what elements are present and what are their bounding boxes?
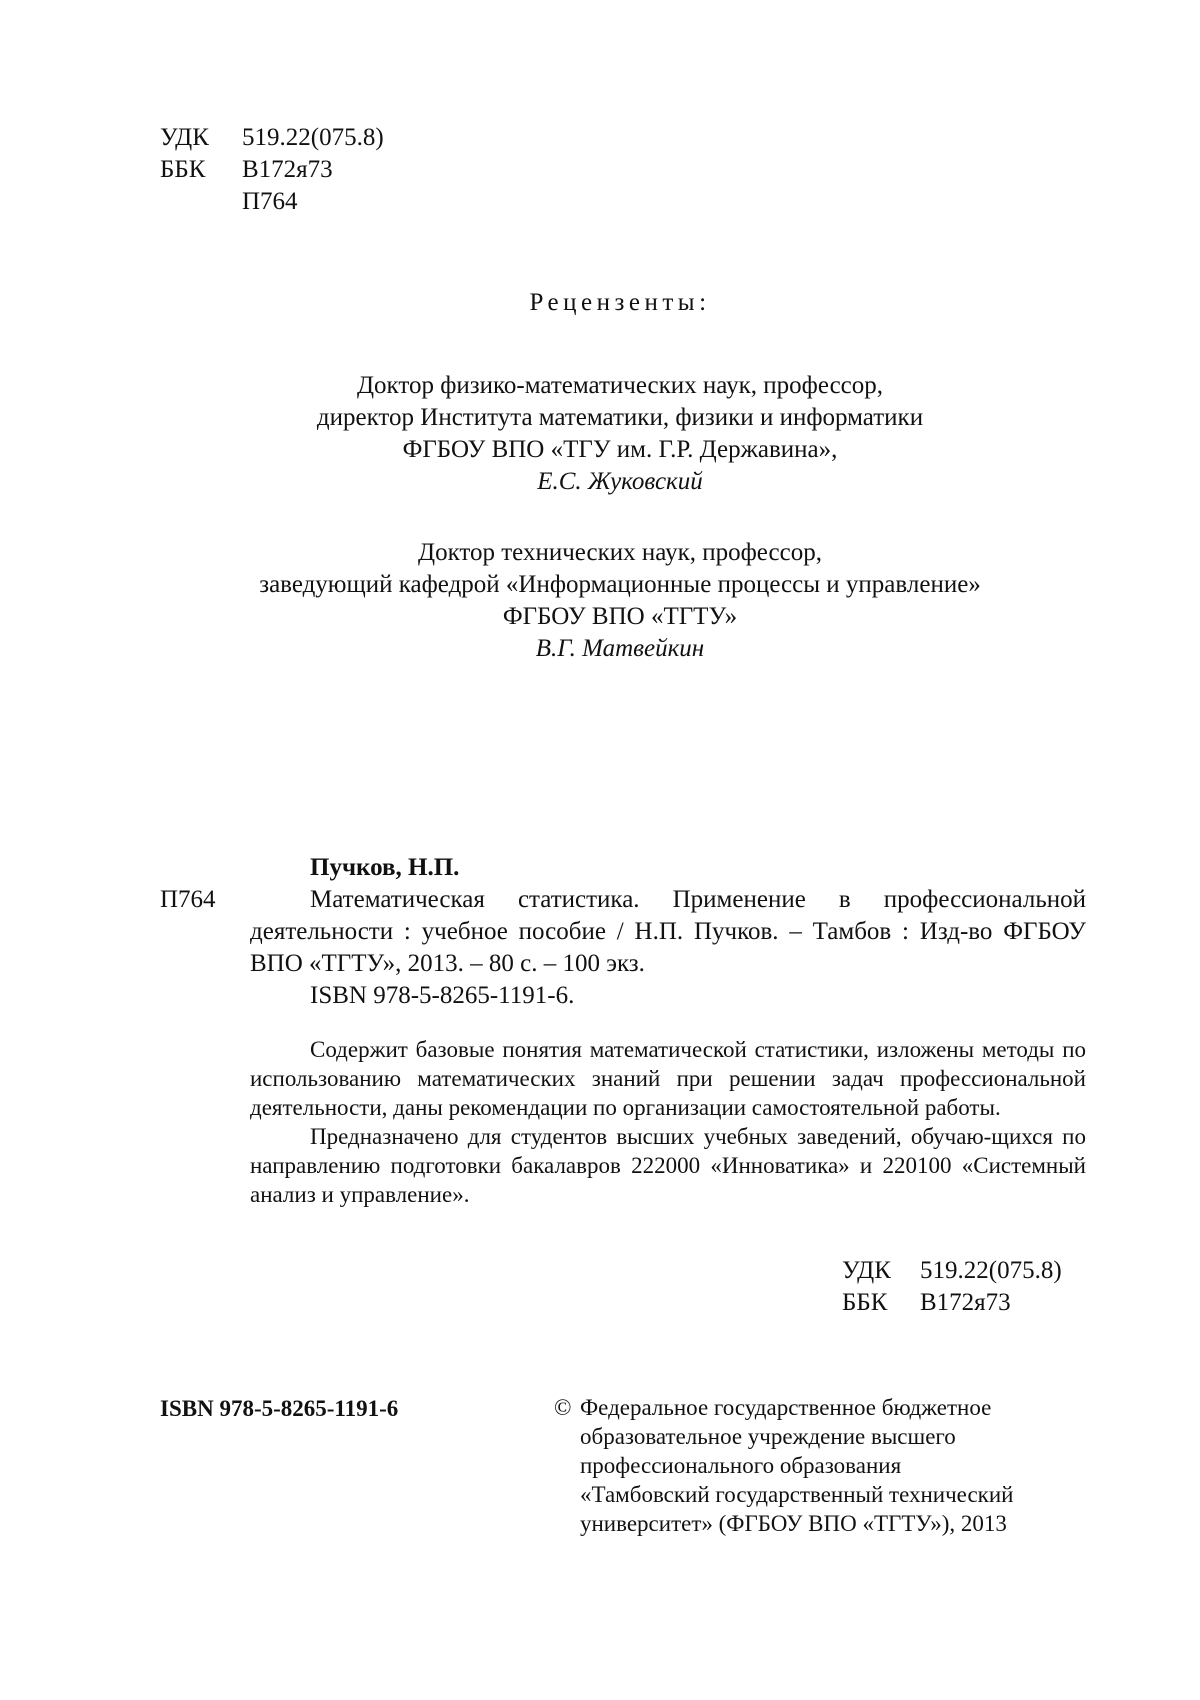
reviewer-entry xyxy=(0,370,1200,498)
udk-row xyxy=(842,1255,1062,1287)
copyright-line: «Тамбовский государственный технический xyxy=(580,1482,1014,1507)
record-isbn: ISBN 978-5-8265-1191-6. xyxy=(310,982,575,1009)
copyright-block xyxy=(554,1393,1114,1538)
udk-label: УДК xyxy=(160,124,209,151)
bbk-label: ББК xyxy=(842,1289,888,1316)
classification-block-top xyxy=(160,122,384,218)
record-author: Пучков, Н.П. xyxy=(310,854,460,881)
footer-isbn: ISBN 978-5-8265-1191-6 xyxy=(160,1396,399,1421)
bbk-label: ББК xyxy=(160,156,206,183)
copyright-line: образовательное учреждение высшего xyxy=(580,1424,956,1449)
copyright-icon: © xyxy=(554,1395,572,1420)
udk-value: 519.22(075.8) xyxy=(242,124,384,151)
bbk-value: В172я73 xyxy=(920,1289,1011,1316)
annotation xyxy=(250,1035,1086,1209)
copyright-text xyxy=(580,1393,1114,1538)
reviewer-line: директор Института математики, физики и информатики xyxy=(316,404,924,431)
reviewer-entry xyxy=(0,537,1200,665)
author-mark-row xyxy=(160,186,384,218)
record-code: П764 xyxy=(160,886,216,913)
reviewer-line: заведующий кафедрой «Информационные процессы и управление» xyxy=(259,571,981,598)
author-mark: П764 xyxy=(242,188,298,215)
udk-label: УДК xyxy=(842,1257,891,1284)
bbk-row xyxy=(160,154,384,186)
udk-row xyxy=(160,122,384,154)
reviewers-heading: Рецензенты: xyxy=(529,289,711,316)
record-description: Математическая статистика. Применение в профессиональной деятельности : учебное пособие / Н.П. Пучков. – Тамбов : Изд-во ФГБОУ ВПО «ТГТУ», 2013. – 80 с. – 100 экз. xyxy=(250,886,1086,977)
copyright-line: университет» (ФГБОУ ВПО «ТГТУ»), 2013 xyxy=(580,1511,1007,1536)
copyright-line: профессионального образования xyxy=(580,1453,902,1478)
copyright-line: Федеральное государственное бюджетное xyxy=(580,1395,992,1420)
annotation-paragraph: Предназначено для студентов высших учебных заведений, обучаю-щихся по направлению подготовки бакалавров 222000 «Инноватика» и 220100 «Системный анализ и управление». xyxy=(250,1124,1086,1207)
reviewer-line: Доктор физико-математических наук, профессор, xyxy=(356,372,884,399)
reviewer-line: Доктор технических наук, профессор, xyxy=(418,539,822,566)
reviewer-line: ФГБОУ ВПО «ТГУ им. Г.Р. Державина», xyxy=(402,436,838,463)
bbk-row xyxy=(842,1287,1062,1319)
udk-value: 519.22(075.8) xyxy=(920,1257,1062,1284)
bbk-value: В172я73 xyxy=(242,156,333,183)
classification-block-bottom xyxy=(842,1255,1062,1319)
annotation-paragraph: Содержит базовые понятия математической статистики, изложены методы по использованию математических знаний при решении задач профессиональной деятельности, даны рекомендации по организации самостоятельной работы. xyxy=(250,1037,1086,1120)
reviewer-line: ФГБОУ ВПО «ТГТУ» xyxy=(502,603,738,630)
reviewer-name: Е.С. Жуковский xyxy=(537,468,703,495)
reviewer-name: В.Г. Матвейкин xyxy=(535,635,705,662)
